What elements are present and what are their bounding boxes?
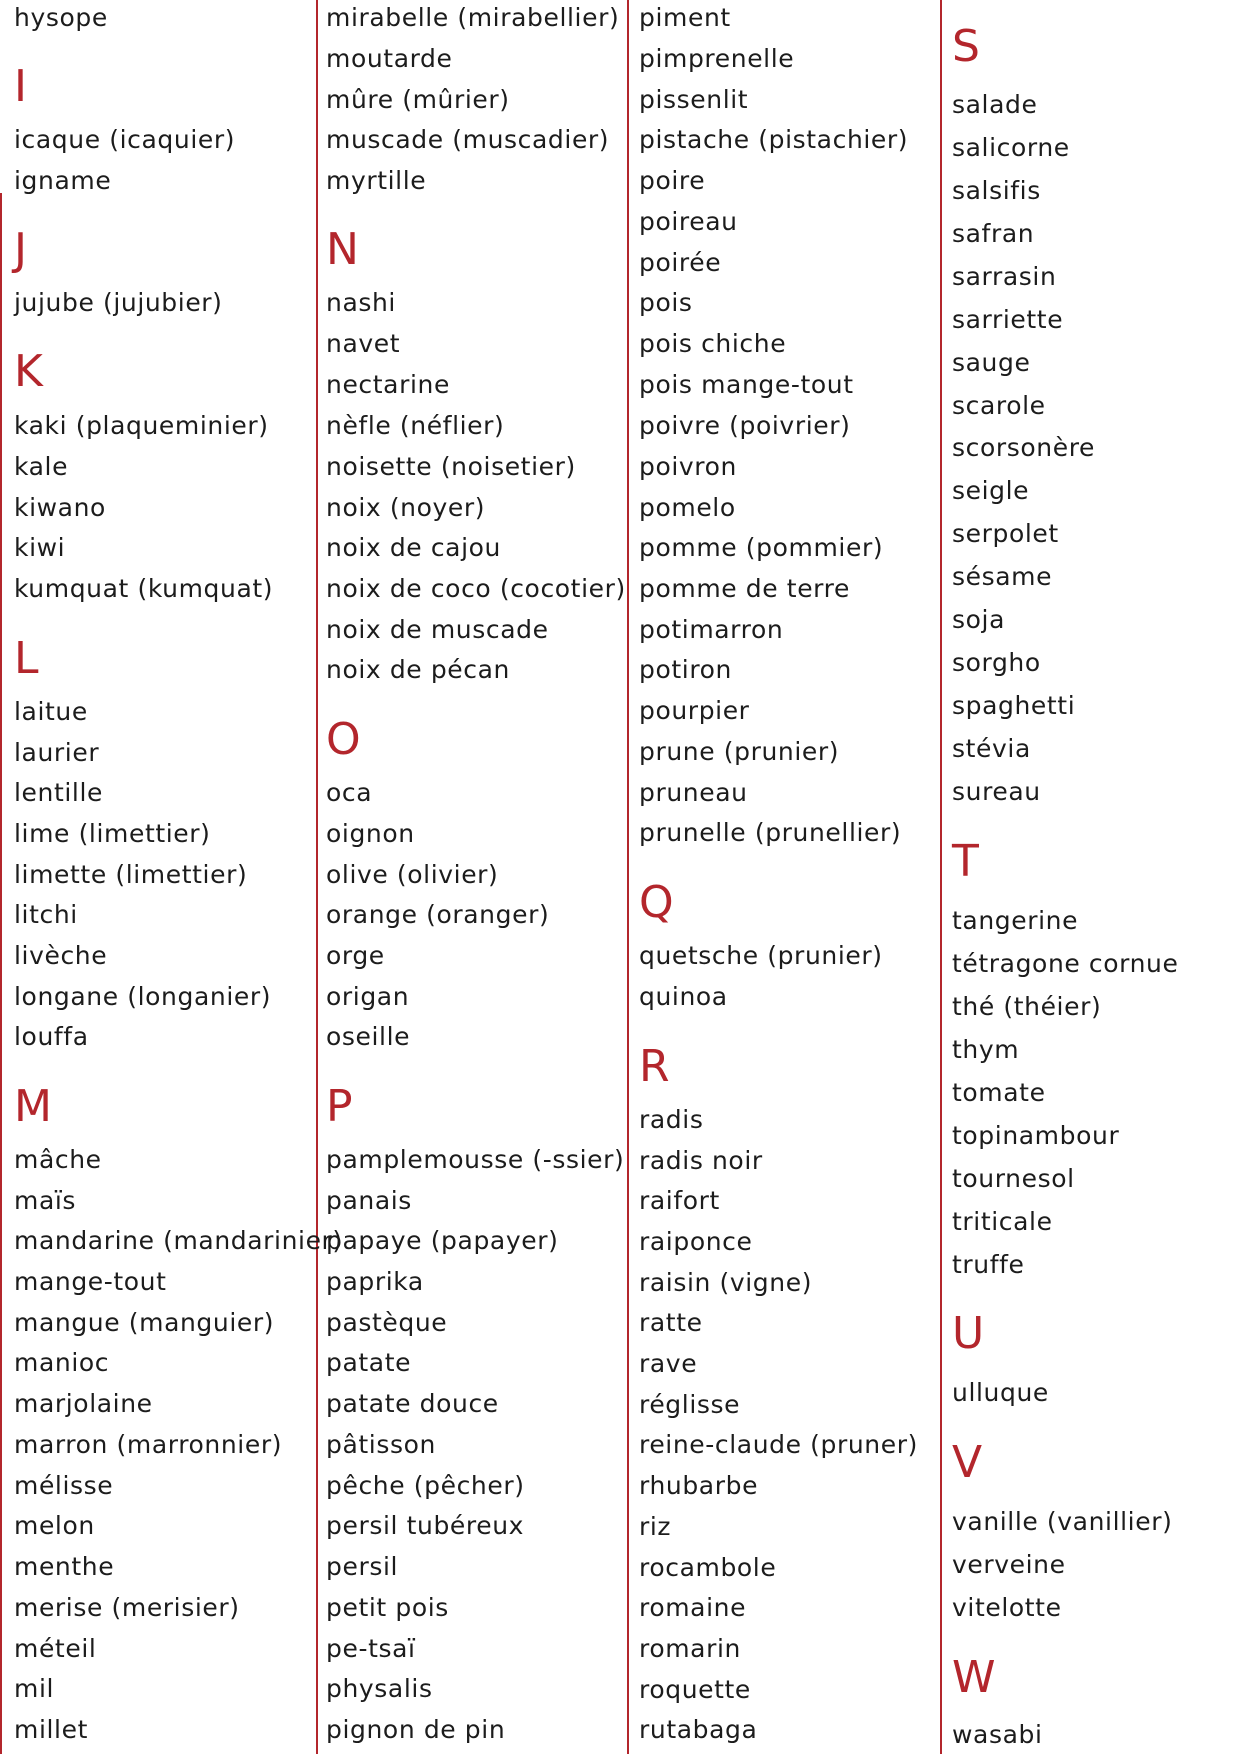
glossary-entry: soja bbox=[952, 605, 1005, 634]
glossary-entry: stévia bbox=[952, 734, 1031, 763]
glossary-entry: papaye (papayer) bbox=[326, 1226, 559, 1255]
section-letter: I bbox=[14, 61, 27, 112]
glossary-entry: myrtille bbox=[326, 166, 427, 195]
glossary-entry: roquette bbox=[639, 1675, 751, 1704]
glossary-entry: oca bbox=[326, 778, 373, 807]
glossary-entry: pastèque bbox=[326, 1308, 448, 1337]
glossary-entry: scarole bbox=[952, 391, 1046, 420]
glossary-entry: radis noir bbox=[639, 1146, 763, 1175]
glossary-entry: icaque (icaquier) bbox=[14, 125, 236, 154]
glossary-entry: pomelo bbox=[639, 493, 736, 522]
glossary-entry: prune (prunier) bbox=[639, 737, 840, 766]
glossary-entry: pois mange-tout bbox=[639, 370, 854, 399]
section-letter: P bbox=[326, 1081, 353, 1132]
glossary-entry: pâtisson bbox=[326, 1430, 436, 1459]
glossary-entry: salade bbox=[952, 90, 1038, 119]
glossary-entry: livèche bbox=[14, 941, 108, 970]
glossary-entry: pissenlit bbox=[639, 85, 749, 114]
glossary-entry: poirée bbox=[639, 248, 722, 277]
glossary-entry: lime (limettier) bbox=[14, 819, 211, 848]
section-letter: O bbox=[326, 714, 361, 765]
section-letter: W bbox=[952, 1652, 996, 1703]
glossary-entry: mûre (mûrier) bbox=[326, 85, 510, 114]
section-letter: R bbox=[639, 1041, 670, 1092]
glossary-entry: pamplemousse (-ssier) bbox=[326, 1145, 625, 1174]
glossary-entry: orge bbox=[326, 941, 385, 970]
glossary-entry: oignon bbox=[326, 819, 415, 848]
glossary-entry: nashi bbox=[326, 288, 396, 317]
glossary-entry: physalis bbox=[326, 1674, 433, 1703]
glossary-entry: nectarine bbox=[326, 370, 450, 399]
glossary-entry: panais bbox=[326, 1186, 412, 1215]
glossary-entry: mirabelle (mirabellier) bbox=[326, 3, 620, 32]
glossary-entry: pomme (pommier) bbox=[639, 533, 884, 562]
glossary-entry: noisette (noisetier) bbox=[326, 452, 576, 481]
glossary-entry: romaine bbox=[639, 1593, 747, 1622]
glossary-entry: noix de coco (cocotier) bbox=[326, 574, 626, 603]
glossary-entry: persil bbox=[326, 1552, 399, 1581]
column-divider-2 bbox=[627, 0, 629, 1754]
glossary-entry: tomate bbox=[952, 1078, 1046, 1107]
glossary-entry: orange (oranger) bbox=[326, 900, 550, 929]
glossary-entry: verveine bbox=[952, 1550, 1066, 1579]
glossary-entry: reine-claude (pruner) bbox=[639, 1430, 918, 1459]
section-letter: S bbox=[952, 21, 980, 72]
glossary-entry: radis bbox=[639, 1105, 704, 1134]
glossary-entry: nèfle (néflier) bbox=[326, 411, 505, 440]
glossary-entry: potimarron bbox=[639, 615, 784, 644]
glossary-entry: pe-tsaï bbox=[326, 1634, 416, 1663]
glossary-entry: menthe bbox=[14, 1552, 115, 1581]
glossary-entry: poireau bbox=[639, 207, 738, 236]
glossary-entry: truffe bbox=[952, 1250, 1025, 1279]
glossary-entry: sésame bbox=[952, 562, 1053, 591]
glossary-entry: sauge bbox=[952, 348, 1031, 377]
glossary-entry: méteil bbox=[14, 1634, 97, 1663]
glossary-entry: thym bbox=[952, 1035, 1020, 1064]
glossary-entry: thé (théier) bbox=[952, 992, 1102, 1021]
glossary-entry: raifort bbox=[639, 1186, 720, 1215]
glossary-entry: raiponce bbox=[639, 1227, 753, 1256]
glossary-entry: pourpier bbox=[639, 696, 750, 725]
glossary-entry: igname bbox=[14, 166, 112, 195]
glossary-entry: limette (limettier) bbox=[14, 860, 248, 889]
glossary-entry: pistache (pistachier) bbox=[639, 125, 909, 154]
glossary-entry: longane (longanier) bbox=[14, 982, 272, 1011]
glossary-entry: mélisse bbox=[14, 1471, 114, 1500]
glossary-entry: marjolaine bbox=[14, 1389, 153, 1418]
glossary-entry: moutarde bbox=[326, 44, 453, 73]
section-letter: U bbox=[952, 1308, 985, 1359]
glossary-entry: kumquat (kumquat) bbox=[14, 574, 274, 603]
section-letter: V bbox=[952, 1437, 983, 1488]
glossary-entry: quinoa bbox=[639, 982, 728, 1011]
glossary-entry: louffa bbox=[14, 1022, 89, 1051]
column-divider-3 bbox=[940, 0, 942, 1754]
glossary-entry: rocambole bbox=[639, 1553, 777, 1582]
left-margin-rule bbox=[0, 193, 2, 1754]
glossary-entry: réglisse bbox=[639, 1390, 741, 1419]
section-letter: L bbox=[14, 633, 39, 684]
glossary-entry: mange-tout bbox=[14, 1267, 167, 1296]
glossary-entry: rave bbox=[639, 1349, 698, 1378]
glossary-entry: persil tubéreux bbox=[326, 1511, 525, 1540]
glossary-entry: raisin (vigne) bbox=[639, 1268, 813, 1297]
glossary-entry: salsifis bbox=[952, 176, 1041, 205]
glossary-entry: origan bbox=[326, 982, 410, 1011]
glossary-entry: jujube (jujubier) bbox=[14, 288, 223, 317]
glossary-entry: vanille (vanillier) bbox=[952, 1507, 1173, 1536]
glossary-entry: maïs bbox=[14, 1186, 77, 1215]
glossary-entry: poivron bbox=[639, 452, 737, 481]
column-4 bbox=[952, 0, 1241, 1754]
section-letter: J bbox=[14, 224, 27, 275]
glossary-entry: pignon de pin bbox=[326, 1715, 506, 1744]
glossary-entry: pêche (pêcher) bbox=[326, 1471, 525, 1500]
glossary-entry: mandarine (mandarinier) bbox=[14, 1226, 343, 1255]
glossary-entry: poivre (poivrier) bbox=[639, 411, 851, 440]
glossary-entry: laitue bbox=[14, 697, 88, 726]
glossary-entry: mangue (manguier) bbox=[14, 1308, 275, 1337]
glossary-entry: piment bbox=[639, 3, 731, 32]
glossary-entry: sarriette bbox=[952, 305, 1064, 334]
glossary-entry: lentille bbox=[14, 778, 103, 807]
glossary-entry: mil bbox=[14, 1674, 55, 1703]
glossary-entry: sureau bbox=[952, 777, 1041, 806]
glossary-entry: rhubarbe bbox=[639, 1471, 759, 1500]
glossary-entry: romarin bbox=[639, 1634, 741, 1663]
glossary-entry: patate douce bbox=[326, 1389, 499, 1418]
glossary-entry: sarrasin bbox=[952, 262, 1057, 291]
column-divider-1 bbox=[316, 0, 318, 1754]
column-2 bbox=[326, 0, 626, 1754]
glossary-entry: pimprenelle bbox=[639, 44, 795, 73]
glossary-entry: oseille bbox=[326, 1022, 411, 1051]
glossary-entry: litchi bbox=[14, 900, 78, 929]
glossary-entry: spaghetti bbox=[952, 691, 1076, 720]
glossary-entry: merise (merisier) bbox=[14, 1593, 240, 1622]
glossary-entry: melon bbox=[14, 1511, 95, 1540]
glossary-entry: serpolet bbox=[952, 519, 1059, 548]
glossary-entry: patate bbox=[326, 1348, 412, 1377]
glossary-entry: kaki (plaqueminier) bbox=[14, 411, 269, 440]
glossary-entry: petit pois bbox=[326, 1593, 449, 1622]
glossary-entry: wasabi bbox=[952, 1720, 1043, 1749]
glossary-entry: hysope bbox=[14, 3, 108, 32]
glossary-entry: laurier bbox=[14, 738, 100, 767]
glossary-entry: marron (marronnier) bbox=[14, 1430, 283, 1459]
section-letter: N bbox=[326, 224, 359, 275]
glossary-entry: kiwano bbox=[14, 493, 106, 522]
glossary-entry: noix de cajou bbox=[326, 533, 501, 562]
glossary-entry: triticale bbox=[952, 1207, 1053, 1236]
glossary-entry: kiwi bbox=[14, 533, 66, 562]
column-3 bbox=[639, 0, 939, 1754]
glossary-entry: pruneau bbox=[639, 778, 748, 807]
glossary-entry: scorsonère bbox=[952, 433, 1095, 462]
glossary-entry: tournesol bbox=[952, 1164, 1075, 1193]
glossary-entry: pois bbox=[639, 288, 693, 317]
glossary-entry: olive (olivier) bbox=[326, 860, 499, 889]
glossary-entry: ratte bbox=[639, 1308, 703, 1337]
glossary-entry: noix de muscade bbox=[326, 615, 549, 644]
glossary-entry: sorgho bbox=[952, 648, 1041, 677]
glossary-entry: muscade (muscadier) bbox=[326, 125, 610, 154]
glossary-entry: safran bbox=[952, 219, 1035, 248]
section-letter: T bbox=[952, 836, 979, 887]
glossary-entry: prunelle (prunellier) bbox=[639, 818, 902, 847]
section-letter: M bbox=[14, 1081, 52, 1132]
glossary-entry: poire bbox=[639, 166, 706, 195]
glossary-entry: topinambour bbox=[952, 1121, 1120, 1150]
glossary-entry: tétragone cornue bbox=[952, 949, 1179, 978]
glossary-entry: potiron bbox=[639, 655, 732, 684]
section-letter: Q bbox=[639, 877, 674, 928]
column-1 bbox=[14, 0, 343, 1754]
glossary-entry: riz bbox=[639, 1512, 672, 1541]
glossary-entry: navet bbox=[326, 329, 401, 358]
glossary-entry: noix (noyer) bbox=[326, 493, 486, 522]
glossary-entry: quetsche (prunier) bbox=[639, 941, 883, 970]
glossary-entry: ulluque bbox=[952, 1378, 1049, 1407]
glossary-entry: pois chiche bbox=[639, 329, 787, 358]
glossary-entry: mâche bbox=[14, 1145, 102, 1174]
glossary-entry: seigle bbox=[952, 476, 1030, 505]
glossary-entry: tangerine bbox=[952, 906, 1079, 935]
glossary-entry: noix de pécan bbox=[326, 655, 510, 684]
glossary-entry: rutabaga bbox=[639, 1715, 758, 1744]
glossary-entry: salicorne bbox=[952, 133, 1070, 162]
glossary-entry: vitelotte bbox=[952, 1593, 1062, 1622]
glossary-entry: paprika bbox=[326, 1267, 424, 1296]
glossary-entry: millet bbox=[14, 1715, 88, 1744]
glossary-entry: kale bbox=[14, 452, 69, 481]
glossary-entry: pomme de terre bbox=[639, 574, 850, 603]
section-letter: K bbox=[14, 346, 43, 397]
glossary-entry: manioc bbox=[14, 1348, 110, 1377]
